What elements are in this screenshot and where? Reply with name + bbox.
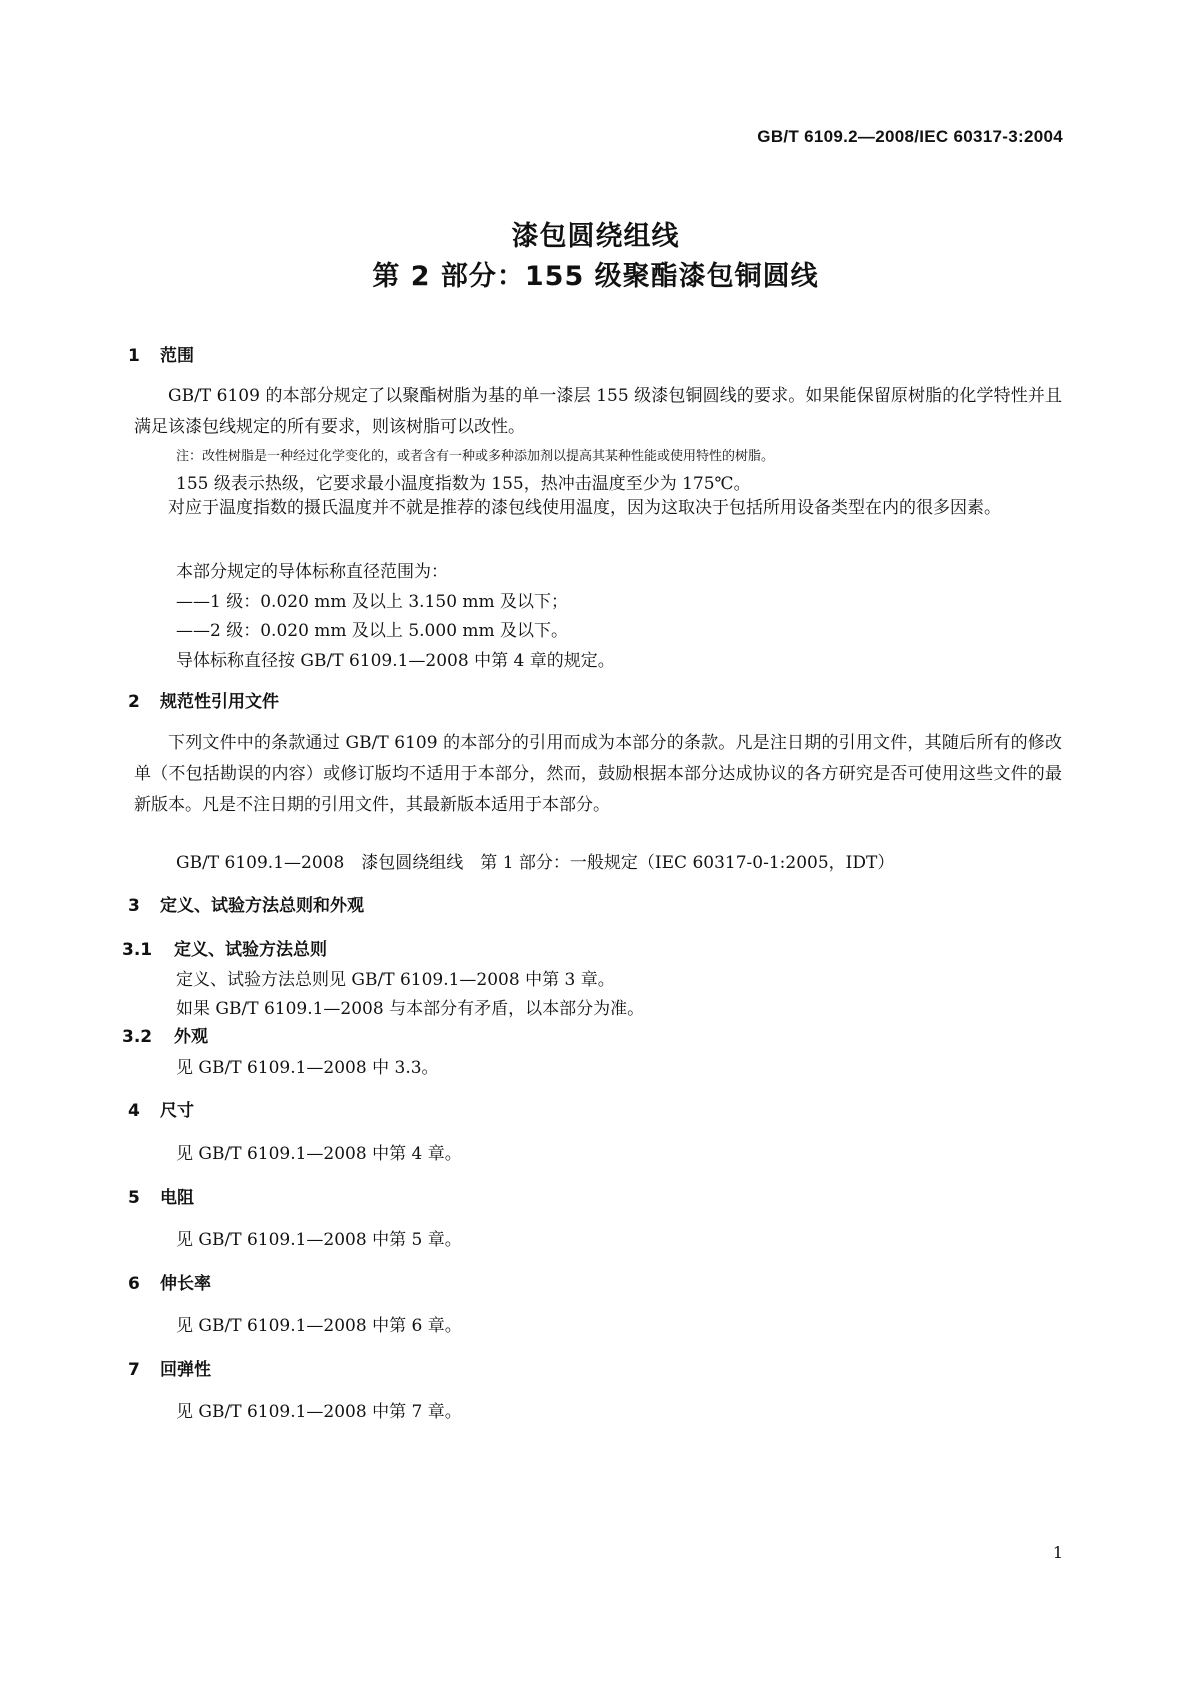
section-number: 7: [128, 1360, 140, 1380]
subsection-3-1-heading: [122, 935, 327, 960]
section-number: 3: [128, 896, 140, 916]
section-title: 定义、试验方法总则和外观: [160, 896, 364, 916]
standard-code: GB/T 6109.2—2008/IEC 60317-3:2004: [757, 127, 1063, 146]
section-title: 尺寸: [160, 1101, 194, 1121]
section-number: 4: [128, 1101, 140, 1121]
subsection-title: 定义、试验方法总则: [174, 940, 327, 960]
subsection-title: 外观: [174, 1027, 208, 1047]
section-number: 2: [128, 692, 140, 712]
section-3-heading: [128, 891, 364, 916]
section-1-note: 注：改性树脂是一种经过化学变化的，或者含有一种或多种添加剂以提高其某种性能或使用特性的树脂。: [176, 449, 775, 464]
list-item: ——2 级：0.020 mm 及以上 5.000 mm 及以下。: [176, 621, 569, 641]
subsection-3-2-heading: [122, 1022, 208, 1047]
section-number: 1: [128, 346, 140, 366]
section-4-heading: [128, 1096, 194, 1121]
section-4-text: 见 GB/T 6109.1—2008 中第 4 章。: [176, 1144, 462, 1164]
section-number: 6: [128, 1274, 140, 1294]
section-1-paragraph: 本部分规定的导体标称直径范围为：: [176, 562, 448, 582]
section-title: 电阻: [160, 1188, 194, 1208]
subsection-number: 3.1: [122, 940, 153, 960]
normative-reference: GB/T 6109.1—2008 漆包圆绕组线 第 1 部分：一般规定（IEC 60317-0-1:2005，IDT）: [176, 853, 895, 873]
section-5-heading: [128, 1183, 194, 1208]
section-1-paragraph: 155 级表示热级，它要求最小温度指数为 155，热冲击温度至少为 175℃。: [176, 474, 751, 494]
section-2-paragraph: 下列文件中的条款通过 GB/T 6109 的本部分的引用而成为本部分的条款。凡是注日期的引用文件，其随后所有的修改单（不包括勘误的内容）或修订版均不适用于本部分，然而，鼓励根据本部分达成协议的各方研究是否可使用这些文件的最新版本。凡是不注日期的引用文件，其最新版本适用于本部分。: [134, 733, 1062, 815]
list-item: ——1 级：0.020 mm 及以上 3.150 mm 及以下；: [176, 592, 569, 612]
section-title: 伸长率: [160, 1274, 211, 1294]
page-number: 1: [1052, 1543, 1063, 1562]
section-7-text: 见 GB/T 6109.1—2008 中第 7 章。: [176, 1402, 462, 1422]
section-title: 范围: [160, 346, 194, 366]
section-number: 5: [128, 1188, 140, 1208]
subsection-3-2-text: 见 GB/T 6109.1—2008 中 3.3。: [176, 1058, 439, 1078]
section-7-heading: [128, 1355, 211, 1380]
document-subtitle: 第 2 部分：155 级聚酯漆包铜圆线: [372, 261, 819, 292]
section-1-heading: [128, 341, 194, 366]
section-1-paragraph: 导体标称直径按 GB/T 6109.1—2008 中第 4 章的规定。: [176, 651, 615, 671]
section-6-heading: [128, 1269, 211, 1294]
section-1-paragraph: 对应于温度指数的摄氏温度并不就是推荐的漆包线使用温度，因为这取决于包括所用设备类型在内的很多因素。: [168, 498, 1001, 518]
subsection-number: 3.2: [122, 1027, 153, 1047]
section-2-heading: [128, 687, 279, 712]
section-5-text: 见 GB/T 6109.1—2008 中第 5 章。: [176, 1230, 462, 1250]
subsection-3-1-text: 如果 GB/T 6109.1—2008 与本部分有矛盾，以本部分为准。: [176, 999, 645, 1019]
section-1-paragraph: GB/T 6109 的本部分规定了以聚酯树脂为基的单一漆层 155 级漆包铜圆线的要求。如果能保留原树脂的化学特性并且满足该漆包线规定的所有要求，则该树脂可以改性。: [134, 386, 1062, 437]
section-title: 回弹性: [160, 1360, 211, 1380]
section-title: 规范性引用文件: [160, 692, 279, 712]
document-title: 漆包圆绕组线: [511, 221, 680, 252]
subsection-3-1-text: 定义、试验方法总则见 GB/T 6109.1—2008 中第 3 章。: [176, 970, 615, 990]
section-6-text: 见 GB/T 6109.1—2008 中第 6 章。: [176, 1316, 462, 1336]
